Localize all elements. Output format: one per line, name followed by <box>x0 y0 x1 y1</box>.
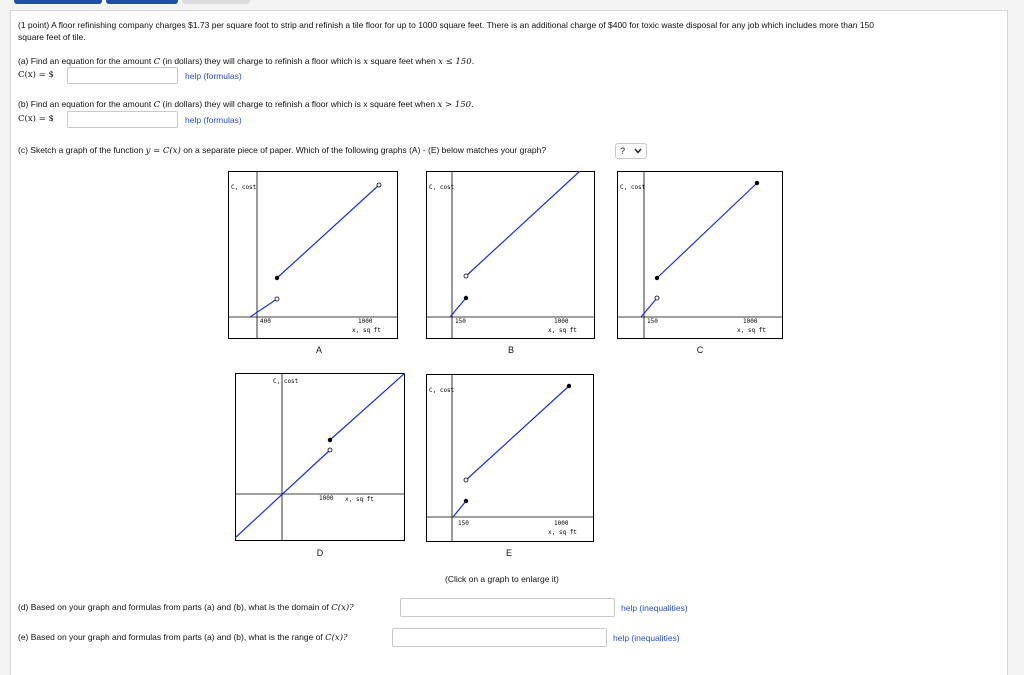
graph-e-ylabel: C, cost <box>429 387 455 394</box>
click-hint: (Click on a graph to enlarge it) <box>445 574 559 584</box>
graph-e-letter: E <box>505 548 512 558</box>
graph-c-tick1: 150 <box>647 318 658 325</box>
graph-a-tick1: 400 <box>260 318 271 325</box>
graph-a-tick2: 1000 <box>358 318 373 325</box>
part-d-answer-input[interactable] <box>400 598 615 617</box>
graph-e-tick2: 1000 <box>554 520 569 527</box>
graph-c-ylabel: C, cost <box>620 184 646 191</box>
graph-d-letter: D <box>316 548 324 558</box>
problem-card <box>10 10 1008 675</box>
part-e-answer-input[interactable] <box>392 628 607 647</box>
graph-d[interactable] <box>235 373 405 543</box>
top-tab-2[interactable] <box>106 0 178 4</box>
part-a-label: C(x) = $ <box>18 70 54 80</box>
graph-b-tick1: 150 <box>455 318 466 325</box>
part-c-prompt: (c) Sketch a graph of the function y = C(x) on a separate piece of paper. Which of the following graphs (A) - (E) below matches your graph? <box>18 145 547 156</box>
graph-a-letter: A <box>315 345 322 355</box>
graph-e-xlabel: x, sq ft <box>548 529 577 536</box>
graph-choice-value: ? <box>620 146 626 156</box>
problem-text-line2: square feet of tile. <box>18 32 86 42</box>
graph-b-letter: B <box>507 345 514 355</box>
top-tab-3[interactable] <box>182 0 250 4</box>
graph-b-xlabel: x, sq ft <box>548 327 577 334</box>
graph-b-ylabel: C, cost <box>429 184 455 191</box>
graph-e-tick1: 150 <box>458 520 469 527</box>
part-e-help-link[interactable]: help (inequalities) <box>613 633 680 643</box>
graph-d-ylabel: C, cost <box>273 378 299 385</box>
top-tab-bar <box>0 0 1024 6</box>
part-d-help-link[interactable]: help (inequalities) <box>621 603 688 613</box>
part-b-prompt: (b) Find an equation for the amount C (in dollars) they will charge to refinish a floor which is x square feet when x > 150. <box>18 99 474 110</box>
part-e-prompt: (e) Based on your graph and formulas from parts (a) and (b), what is the range of C(x)? <box>18 632 348 643</box>
graph-a-xlabel: x, sq ft <box>352 327 381 334</box>
graph-d-xlabel: x, sq ft <box>345 496 374 503</box>
graph-c-xlabel: x, sq ft <box>737 327 766 334</box>
graph-d-tick1: 1000 <box>319 495 334 502</box>
part-a-prompt: (a) Find an equation for the amount C (in dollars) they will charge to refinish a floor which is x square feet when x ≤ 150. <box>18 56 475 67</box>
graph-c-letter: C <box>696 345 704 355</box>
part-b-answer-input[interactable] <box>67 111 178 128</box>
graph-b-tick2: 1000 <box>554 318 569 325</box>
graph-choice-select[interactable] <box>615 143 647 159</box>
graph-b[interactable] <box>426 171 595 341</box>
problem-text-line1: (1 point) A floor refinishing company charges $1.73 per square foot to strip and refinish a tile floor for up to 1000 square feet. There is an additional charge of $400 for toxic waste disposal for any job which includes more than 150 <box>18 20 875 30</box>
chevron-down-icon <box>634 148 642 154</box>
part-b-label: C(x) = $ <box>18 114 54 124</box>
part-a-answer-input[interactable] <box>67 67 178 84</box>
graph-c-tick2: 1000 <box>743 318 758 325</box>
top-tab-1[interactable] <box>14 0 102 4</box>
part-d-prompt: (d) Based on your graph and formulas from parts (a) and (b), what is the domain of C(x)? <box>18 602 354 613</box>
graph-a-ylabel: C, cost <box>231 184 257 191</box>
graph-c[interactable] <box>617 171 783 341</box>
part-a-help-link[interactable]: help (formulas) <box>185 71 242 81</box>
part-b-help-link[interactable]: help (formulas) <box>185 115 242 125</box>
graph-a[interactable] <box>228 171 398 341</box>
graph-e[interactable] <box>426 374 594 544</box>
